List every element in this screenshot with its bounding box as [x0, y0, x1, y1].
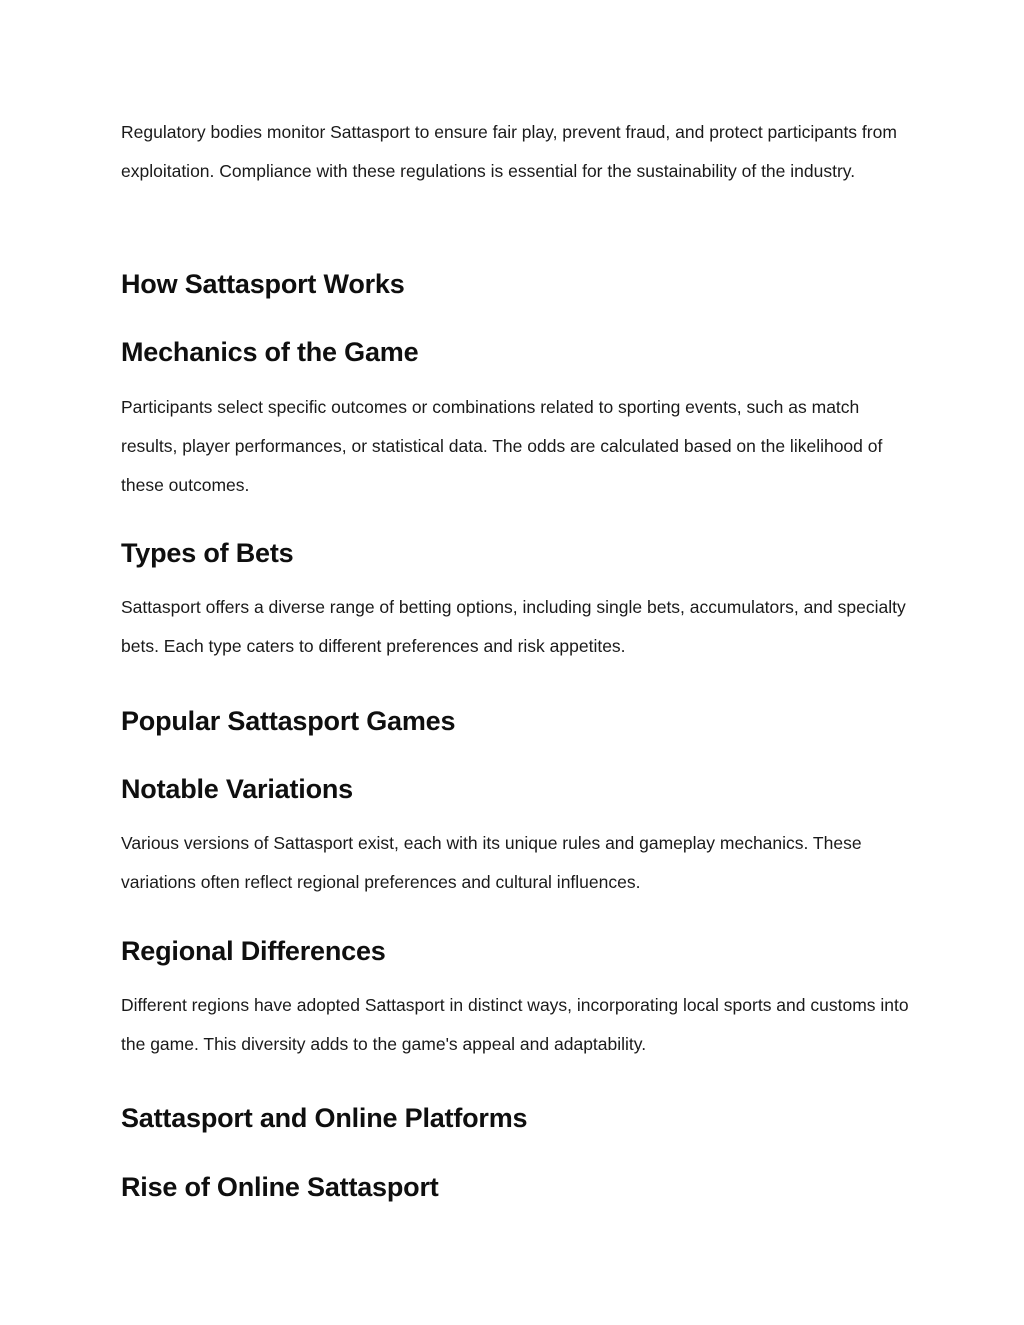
heading-how-sattasport-works: How Sattasport Works	[121, 269, 405, 299]
paragraph-regional-differences: Different regions have adopted Sattasport in distinct ways, incorporating local sports and customs into the game. This diversity adds to the game's appeal and adaptability.	[121, 995, 909, 1054]
heading-sattasport-and-online-platforms: Sattasport and Online Platforms	[121, 1103, 528, 1133]
heading-popular-sattasport-games: Popular Sattasport Games	[121, 706, 456, 736]
paragraph-mechanics: Participants select specific outcomes or combinations related to sporting events, such as match results, player performances, or statistical data. The odds are calculated based on the likelihood of these outcomes.	[121, 397, 883, 495]
paragraph-types-of-bets: Sattasport offers a diverse range of betting options, including single bets, accumulators, and specialty bets. Each type caters to different preferences and risk appetites.	[121, 597, 906, 656]
heading-notable-variations: Notable Variations	[121, 774, 353, 804]
heading-mechanics-of-the-game: Mechanics of the Game	[121, 337, 419, 367]
heading-types-of-bets: Types of Bets	[121, 538, 294, 568]
heading-rise-of-online-sattasport: Rise of Online Sattasport	[121, 1172, 439, 1202]
paragraph-notable-variations: Various versions of Sattasport exist, each with its unique rules and gameplay mechanics. These variations often reflect regional preferences and cultural influences.	[121, 833, 862, 892]
paragraph-regulation: Regulatory bodies monitor Sattasport to ensure fair play, prevent fraud, and protect participants from exploitation. Compliance with these regulations is essential for the sustainability of the industry.	[121, 122, 897, 181]
heading-regional-differences: Regional Differences	[121, 936, 386, 966]
